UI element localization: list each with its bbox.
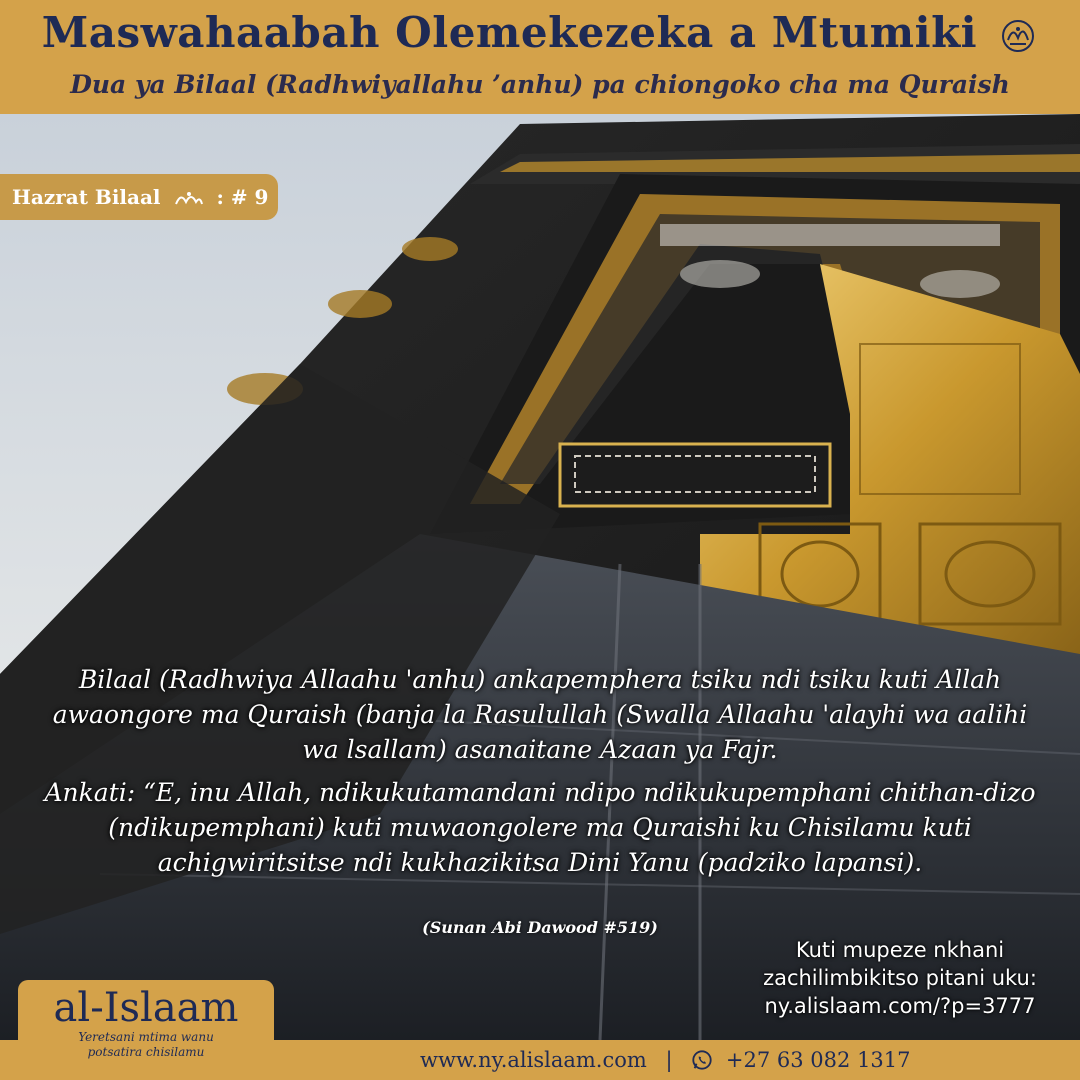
website-link[interactable]: www.ny.alislaam.com	[420, 1048, 647, 1072]
hadith-paragraph-2: Ankati: “E, inu Allah, ndikukutamandani ndipo ndikukupemphani chithan-dizo (ndikupemphani) kuti muwaongolere ma Quraishi ku Chisilamu kuti achigwiritsitse ndi kukhazikitsa Dini Yanu (padziko lapansi).	[44, 778, 1036, 877]
logo-name: al-Islaam	[53, 985, 239, 1031]
hadith-citation: (Sunan Abi Dawood #519)	[422, 918, 658, 937]
hadith-paragraph-1: Bilaal (Radhwiya Allaahu 'anhu) ankapemphera tsiku ndi tsiku kuti Allah awaongore ma Quraish (banja la Rasulullah (Swalla Allaahu 'alayhi wa aalihi wa lsallam) asanaitane Azaan ya Fajr.	[52, 665, 1028, 764]
whatsapp-icon	[691, 1049, 713, 1071]
more-stories-url[interactable]: ny.alislaam.com/?p=3777	[764, 994, 1036, 1018]
salutation-seal-icon	[172, 188, 206, 210]
salutation-seal-icon	[998, 18, 1038, 54]
page-title	[0, 8, 1080, 57]
hadith-text	[40, 662, 1040, 888]
al-islaam-logo	[18, 980, 274, 1072]
footer-contact	[420, 1042, 911, 1078]
hadith-number-badge	[0, 174, 278, 220]
title-text: Maswahaabah Olemekezeka a Mtumiki	[41, 8, 978, 57]
footer-separator: |	[665, 1048, 673, 1072]
kaaba-photo	[0, 114, 1080, 1040]
more-stories-line-1: Kuti mupeze nkhani	[795, 938, 1005, 962]
logo-tagline-2: potsatira chisilamu	[87, 1045, 205, 1059]
more-stories-line-2: zachilimbikitso pitani uku:	[763, 966, 1037, 990]
badge-prefix: Hazrat Bilaal	[12, 185, 161, 209]
phone-number[interactable]: +27 63 082 1317	[725, 1048, 911, 1072]
more-stories-note	[730, 936, 1070, 1020]
page-subtitle: Dua ya Bilaal (Radhwiyallahu ’anhu) pa chiongoko cha ma Quraish	[70, 70, 1010, 99]
badge-suffix: : # 9	[216, 185, 269, 209]
logo-tagline-1: Yeretsani mtima wanu	[78, 1030, 214, 1044]
